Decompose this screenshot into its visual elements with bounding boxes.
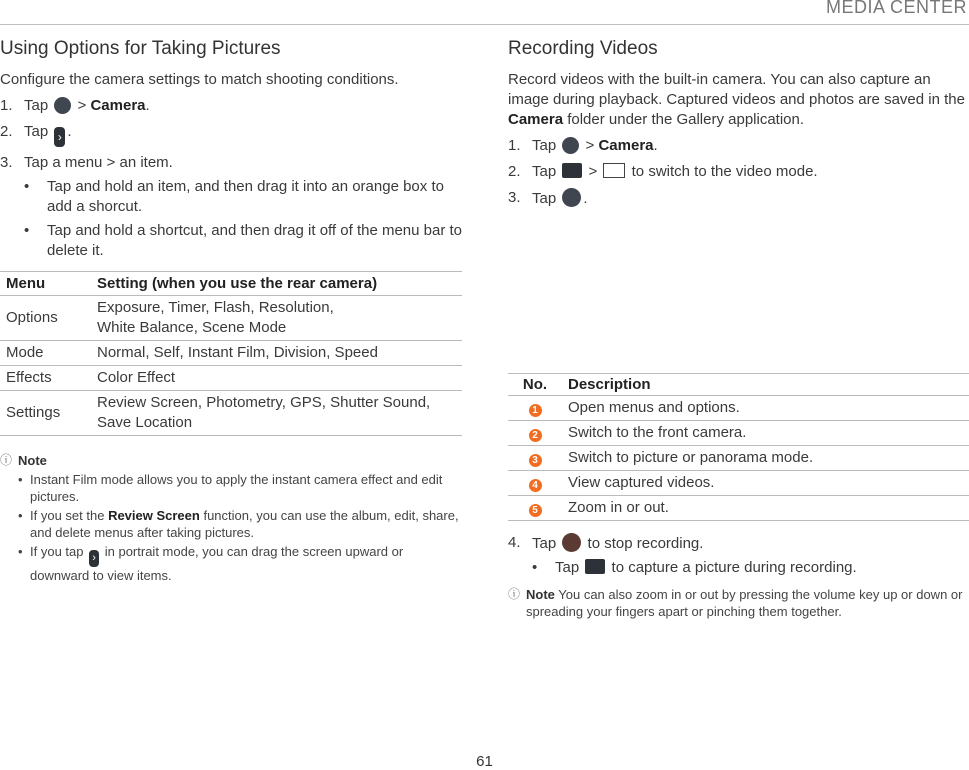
note-bullet: • If you tap › in portrait mode, you can drag the screen upward or downward to view items. <box>18 544 404 583</box>
table-row: 1 Open menus and options. <box>508 396 969 421</box>
step-1: 1. Tap > Camera. <box>508 137 658 154</box>
bullet-2: • Tap and hold a shortcut, and then drag it off of the menu bar to delete it. <box>24 222 463 259</box>
note-box: ⓘ Note You can also zoom in or out by pressing the volume key up or down or spreading your fingers apart or pinching them together. <box>508 587 963 619</box>
table-row: Effects Color Effect <box>0 366 462 391</box>
note-bullet: • If you set the Review Screen function, you can use the album, edit, share, and delete menus after taking pictures. <box>18 508 459 540</box>
table-header: No. <box>508 374 562 396</box>
table-row: Settings Review Screen, Photometry, GPS, Shutter Sound, Save Location <box>0 391 462 436</box>
expand-arrow-icon: › <box>89 550 99 567</box>
number-badge: 3 <box>529 454 542 467</box>
apps-icon <box>562 137 579 154</box>
expand-arrow-icon: › <box>54 127 65 147</box>
table-row: 5 Zoom in or out. <box>508 496 969 521</box>
left-column <box>0 38 462 584</box>
header-divider <box>0 24 969 25</box>
step-4: 4. Tap to stop recording. <box>508 534 704 552</box>
stop-record-icon <box>562 533 581 552</box>
table-header: Setting (when you use the rear camera) <box>91 272 462 296</box>
table-row: 3 Switch to picture or panorama mode. <box>508 446 969 471</box>
note-box: ⓘ Note • Instant Film mode allows you to apply the instant camera effect and edit pictures. • If you set the Review Screen function, you can use the album, edit, share, and delete menus after taking pictures. • If you tap › in portrait mode, you can drag the screen upward or downward to view items. <box>0 452 462 584</box>
table-row: Options Exposure, Timer, Flash, Resolution, White Balance, Scene Mode <box>0 296 462 341</box>
number-badge: 5 <box>529 504 542 517</box>
step-3: 3. Tap a menu > an item. <box>0 154 173 171</box>
section-title: Using Options for Taking Pictures <box>0 38 281 59</box>
number-badge: 4 <box>529 479 542 492</box>
table-row: 4 View captured videos. <box>508 471 969 496</box>
section-title: Recording Videos <box>508 38 658 59</box>
table-row: Mode Normal, Self, Instant Film, Division, Speed <box>0 341 462 366</box>
camera-mode-icon <box>562 163 582 178</box>
intro-text: Record videos with the built-in camera. You can also capture an image during playback. Captured videos and photos are saved in the Camera folder under the Gallery application. <box>508 71 965 128</box>
description-table <box>508 373 969 521</box>
note-bullet: • Instant Film mode allows you to apply the instant camera effect and edit pictures. <box>18 472 443 504</box>
page-number: 61 <box>476 753 493 770</box>
table-header: Description <box>562 374 969 396</box>
bullet-1: • Tap and hold an item, and then drag it into an orange box to add a shorcut. <box>24 178 444 215</box>
bullet-1: • Tap to capture a picture during recording. <box>532 559 857 576</box>
step-2: 2. Tap › . <box>0 122 462 147</box>
apps-icon <box>54 97 71 114</box>
number-badge: 1 <box>529 404 542 417</box>
right-column <box>508 38 969 620</box>
capture-icon <box>585 559 605 574</box>
number-badge: 2 <box>529 429 542 442</box>
record-icon <box>562 188 581 207</box>
intro-text: Configure the camera settings to match shooting conditions. <box>0 71 399 88</box>
table-row: 2 Switch to the front camera. <box>508 421 969 446</box>
video-mode-icon <box>603 163 625 178</box>
menu-settings-table <box>0 271 462 436</box>
section-label: MEDIA CENTER <box>825 0 967 17</box>
info-icon: ⓘ <box>508 587 521 601</box>
step-2: 2. Tap > to switch to the video mode. <box>508 163 818 180</box>
info-icon: ⓘ <box>0 453 13 467</box>
table-header: Menu <box>0 272 91 296</box>
step-1: 1. Tap > Camera. <box>0 97 150 114</box>
step-3: 3. Tap . <box>508 189 588 207</box>
